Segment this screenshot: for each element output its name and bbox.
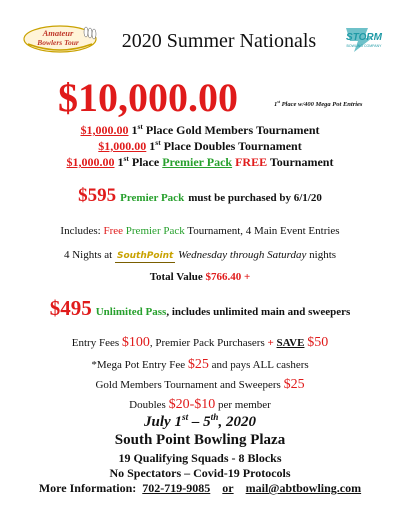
svg-text:BOWLING COMPANY: BOWLING COMPANY — [346, 44, 382, 48]
hotel-nights-line: 4 Nights at SouthPoint Wednesday through Saturday nights — [63, 249, 337, 261]
includes-line: Includes: Free Premier Pack Tournament, 4 Main Event Entries — [60, 225, 340, 237]
amateur-bowlers-tour-logo — [22, 22, 98, 54]
prize-line-premier-pack: $1,000.00 1st Place Premier Pack FREE Tournament — [66, 154, 334, 169]
entry-fees-line: Entry Fees $100, Premier Pack Purchasers + SAVE $50 — [71, 335, 329, 350]
total-value-line: Total Value $766.40 + — [149, 271, 251, 283]
contact-line: More Information: 702-719-9085 or mail@abtbowling.com — [38, 481, 362, 495]
doubles-fee-line: Doubles $20-$10 per member — [129, 397, 271, 412]
phone-number[interactable]: 702-719-9085 — [142, 481, 211, 495]
svg-text:STORM: STORM — [346, 32, 382, 43]
event-dates: July 1st – 5th, 2020 — [144, 413, 256, 430]
storm-logo — [338, 24, 386, 54]
gold-members-fee-line: Gold Members Tournament and Sweepers $25 — [95, 377, 305, 392]
page-title: 2020 Summer Nationals — [121, 30, 317, 52]
premier-pack-offer: $595 Premier Pack must be purchased by 6/1/20 — [78, 185, 322, 206]
southpoint-logo: SouthPoint — [116, 251, 174, 261]
unlimited-pass-offer: $495 Unlimited Pass, includes unlimited main and sweepers — [49, 296, 351, 320]
grand-prize-amount: $10,000.00 — [58, 75, 238, 120]
email-link[interactable]: mail@abtbowling.com — [245, 481, 362, 495]
header — [0, 0, 400, 62]
mega-pot-line: *Mega Pot Entry Fee $25 and pays ALL cashers — [91, 357, 309, 372]
svg-text:Amateur: Amateur — [42, 28, 74, 38]
prize-line-doubles: $1,000.00 1st Place Doubles Tournament — [98, 138, 302, 153]
venue-name: South Point Bowling Plaza — [114, 432, 286, 448]
prize-line-gold-members: $1,000.00 1st Place Gold Members Tournament — [80, 122, 320, 137]
grand-prize-note: 1st Place w/400 Mega Pot Entries — [274, 98, 363, 108]
squads-line: 19 Qualifying Squads - 8 Blocks — [118, 451, 282, 465]
protocols-line: No Spectators – Covid-19 Protocols — [109, 466, 291, 480]
svg-text:Bowlers Tour: Bowlers Tour — [37, 38, 79, 47]
